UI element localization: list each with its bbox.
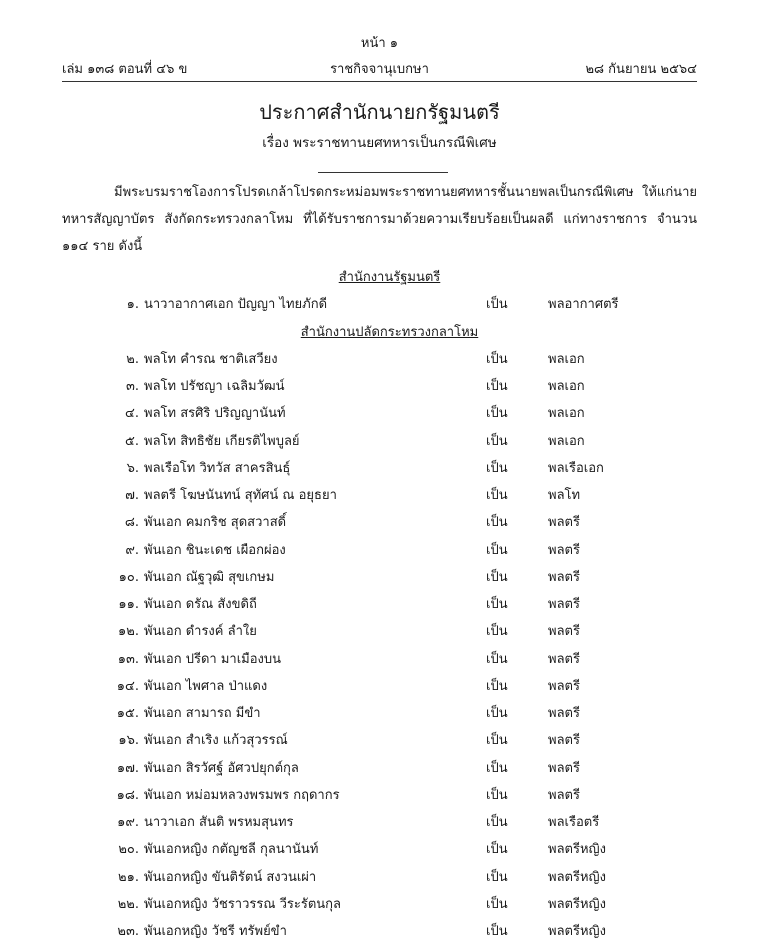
- entry-no: ๘.: [124, 515, 139, 531]
- entry-name: พันเอกหญิง ขันติรัตน์ สงวนเผ่า: [144, 869, 317, 885]
- section-heading: สำนักงานปลัดกระทรวงกลาโหม: [300, 324, 479, 340]
- list-item: [0, 646, 759, 673]
- list-item: [0, 755, 759, 782]
- entry-rank: พลตรี: [548, 624, 580, 640]
- list-item: [0, 836, 759, 863]
- entry-be: เป็น: [486, 460, 508, 476]
- entry-rank: พลตรี: [548, 706, 580, 721]
- entry-be: เป็น: [486, 869, 508, 885]
- entry-no: ๑๔.: [116, 678, 139, 694]
- entry-no: ๑๒.: [118, 624, 139, 640]
- list-item: [0, 700, 759, 727]
- entry-name: พันเอก ไพศาล ป่าแดง: [144, 678, 268, 694]
- entry-rank: พลเอก: [548, 379, 585, 394]
- entry-rank: พลตรี: [548, 733, 580, 749]
- entry-be: เป็น: [486, 733, 508, 749]
- entry-no: ๑๐.: [118, 569, 139, 585]
- entry-be: เป็น: [486, 787, 508, 803]
- entry-rank: พลตรี: [548, 569, 580, 585]
- entry-be: เป็น: [486, 433, 508, 449]
- entry-no: ๑๖.: [118, 733, 139, 749]
- entry-rank: พลตรีหญิง: [548, 896, 606, 912]
- entry-be: เป็น: [486, 488, 508, 503]
- entry-name: พันเอก สำเริง แก้วสุวรรณ์: [144, 733, 288, 749]
- entry-no: ๑๙.: [117, 815, 139, 830]
- list-item: [0, 346, 759, 373]
- entry-no: ๖.: [126, 460, 139, 476]
- entry-no: ๗.: [125, 488, 139, 503]
- list-item: [0, 891, 759, 918]
- appointment-list: [0, 264, 759, 945]
- list-item: [0, 864, 759, 891]
- page-number: หน้า ๑: [360, 36, 399, 51]
- list-item: [0, 591, 759, 618]
- entry-be: เป็น: [486, 624, 508, 640]
- entry-rank: พลเรือตรี: [548, 815, 600, 830]
- entry-be: เป็น: [486, 297, 508, 313]
- entry-rank: พลตรีหญิง: [548, 869, 606, 885]
- entry-be: เป็น: [486, 542, 508, 558]
- entry-be: เป็น: [486, 815, 508, 830]
- entry-no: ๕.: [125, 433, 139, 449]
- entry-name: พลโท คำรณ ชาติเสวียง: [144, 351, 278, 367]
- document-title: ประกาศสำนักนายกรัฐมนตรี: [259, 100, 500, 124]
- publication-date: ๒๘ กันยายน ๒๕๖๔: [585, 62, 697, 77]
- entry-name: พลโท สิทธิชัย เกียรติไพบูลย์: [144, 433, 300, 449]
- entry-be: เป็น: [486, 569, 508, 585]
- section-heading: สำนักงานรัฐมนตรี: [338, 270, 441, 285]
- entry-name: พันเอก ปรีดา มาเมืองบน: [144, 651, 281, 667]
- entry-name: พันเอกหญิง วัชรี ทรัพย์ขำ: [144, 924, 287, 939]
- entry-name: พันเอก สิรวัศฐ์ อัศวปยุกต์กุล: [144, 760, 299, 776]
- entry-rank: พลเอก: [548, 351, 585, 367]
- entry-rank: พลตรี: [548, 542, 580, 558]
- entry-rank: พลตรี: [548, 651, 580, 667]
- entry-rank: พลตรี: [548, 597, 580, 612]
- entry-no: ๑๓.: [117, 651, 139, 667]
- entry-name: พันเอก ดำรงค์ ลำใย: [144, 624, 257, 640]
- entry-name: พันเอกหญิง วัชราวรรณ วีระรัตนกุล: [144, 896, 341, 912]
- header-rule: [62, 81, 697, 82]
- list-item: [0, 918, 759, 945]
- list-item: [0, 428, 759, 455]
- entry-be: เป็น: [486, 760, 508, 776]
- volume-issue: เล่ม ๑๓๘ ตอนที่ ๔๖ ข: [62, 62, 188, 77]
- list-item: [0, 373, 759, 400]
- entry-be: เป็น: [486, 406, 508, 422]
- list-item: [0, 537, 759, 564]
- list-item: [0, 727, 759, 754]
- entry-name: พันเอก ชินะเดช เผือกผ่อง: [144, 542, 286, 558]
- list-item: [0, 509, 759, 536]
- list-item: [0, 618, 759, 645]
- entry-no: ๒๐.: [118, 842, 139, 858]
- gazette-header: [62, 58, 697, 78]
- entry-name: นาวาอากาศเอก ปัญญา ไทยภักดี: [144, 297, 328, 313]
- entry-rank: พลตรี: [548, 760, 580, 776]
- entry-name: พันเอก หม่อมหลวงพรมพร กฤดากร: [144, 787, 340, 803]
- entry-be: เป็น: [486, 379, 508, 394]
- entry-no: ๙.: [125, 542, 139, 558]
- entry-rank: พลเอก: [548, 433, 585, 449]
- entry-name: พันเอก สามารถ มีขำ: [144, 706, 261, 721]
- entry-no: ๒.: [126, 351, 139, 367]
- entry-be: เป็น: [486, 896, 508, 912]
- entry-rank: พลตรี: [548, 678, 580, 694]
- entry-be: เป็น: [486, 924, 508, 939]
- entry-no: ๑๗.: [116, 760, 139, 776]
- entry-no: ๒๒.: [117, 896, 139, 912]
- publication-name: ราชกิจจานุเบกษา: [330, 62, 429, 77]
- entry-rank: พลตรี: [548, 787, 580, 803]
- entry-be: เป็น: [486, 651, 508, 667]
- list-item: [0, 564, 759, 591]
- entry-no: ๒๓.: [117, 924, 139, 939]
- entry-no: ๒๑.: [118, 869, 139, 885]
- entry-no: ๑๘.: [116, 787, 139, 803]
- entry-name: พันเอก ดรัณ สังขดิถี: [144, 597, 257, 612]
- list-item: [0, 673, 759, 700]
- entry-rank: พลเอก: [548, 406, 585, 422]
- list-item: [0, 400, 759, 427]
- list-item: [0, 809, 759, 836]
- entry-name: พันเอก ณัฐวุฒิ สุขเกษม: [144, 569, 275, 585]
- entry-no: ๑๕.: [116, 706, 139, 721]
- entry-rank: พลตรีหญิง: [548, 924, 606, 939]
- entry-no: ๓.: [125, 379, 139, 394]
- entry-be: เป็น: [486, 351, 508, 367]
- entry-be: เป็น: [486, 678, 508, 694]
- entry-no: ๔.: [125, 406, 139, 422]
- entry-no: ๑.: [126, 297, 139, 313]
- list-item: [0, 782, 759, 809]
- entry-name: พันเอก คมกริช สุดสวาสดิ์: [144, 515, 287, 531]
- intro-paragraph: มีพระบรมราชโองการโปรดเกล้าโปรดกระหม่อมพระราชทานยศทหารชั้นนายพลเป็นกรณีพิเศษ ให้แก่นายทหารสัญญาบัตร สังกัดกระทรวงกลาโหม ที่ได้รับราชการมาด้วยความเรียบร้อยเป็นผลดี แก่ทางราชการ จำนวน ๑๑๔ ราย ดังนี้: [62, 185, 697, 254]
- list-item: [0, 482, 759, 509]
- entry-be: เป็น: [486, 597, 508, 612]
- entry-rank: พลอากาศตรี: [548, 297, 619, 313]
- list-item: [0, 455, 759, 482]
- entry-name: พลโท ปรัชญา เฉลิมวัฒน์: [144, 379, 285, 394]
- entry-rank: พลโท: [548, 488, 581, 503]
- entry-name: นาวาเอก สันติ พรหมสุนทร: [144, 815, 294, 830]
- entry-be: เป็น: [486, 842, 508, 858]
- entry-be: เป็น: [486, 515, 508, 531]
- entry-name: พันเอกหญิง กตัญชลี กุลนานันท์: [144, 842, 319, 858]
- entry-rank: พลตรี: [548, 515, 580, 531]
- list-item: [0, 291, 759, 318]
- entry-rank: พลตรีหญิง: [548, 842, 606, 858]
- title-divider: [318, 172, 448, 173]
- entry-be: เป็น: [486, 706, 508, 721]
- entry-rank: พลเรือเอก: [548, 460, 604, 476]
- entry-no: ๑๑.: [118, 597, 139, 612]
- entry-name: พลตรี โฆษนันทน์ สุทัศน์ ณ อยุธยา: [144, 488, 337, 503]
- entry-name: พลโท สรศิริ ปริญญานันท์: [144, 406, 286, 422]
- document-subtitle: เรื่อง พระราชทานยศทหารเป็นกรณีพิเศษ: [262, 135, 497, 151]
- entry-name: พลเรือโท วิทวัส สาครสินธุ์: [144, 460, 291, 476]
